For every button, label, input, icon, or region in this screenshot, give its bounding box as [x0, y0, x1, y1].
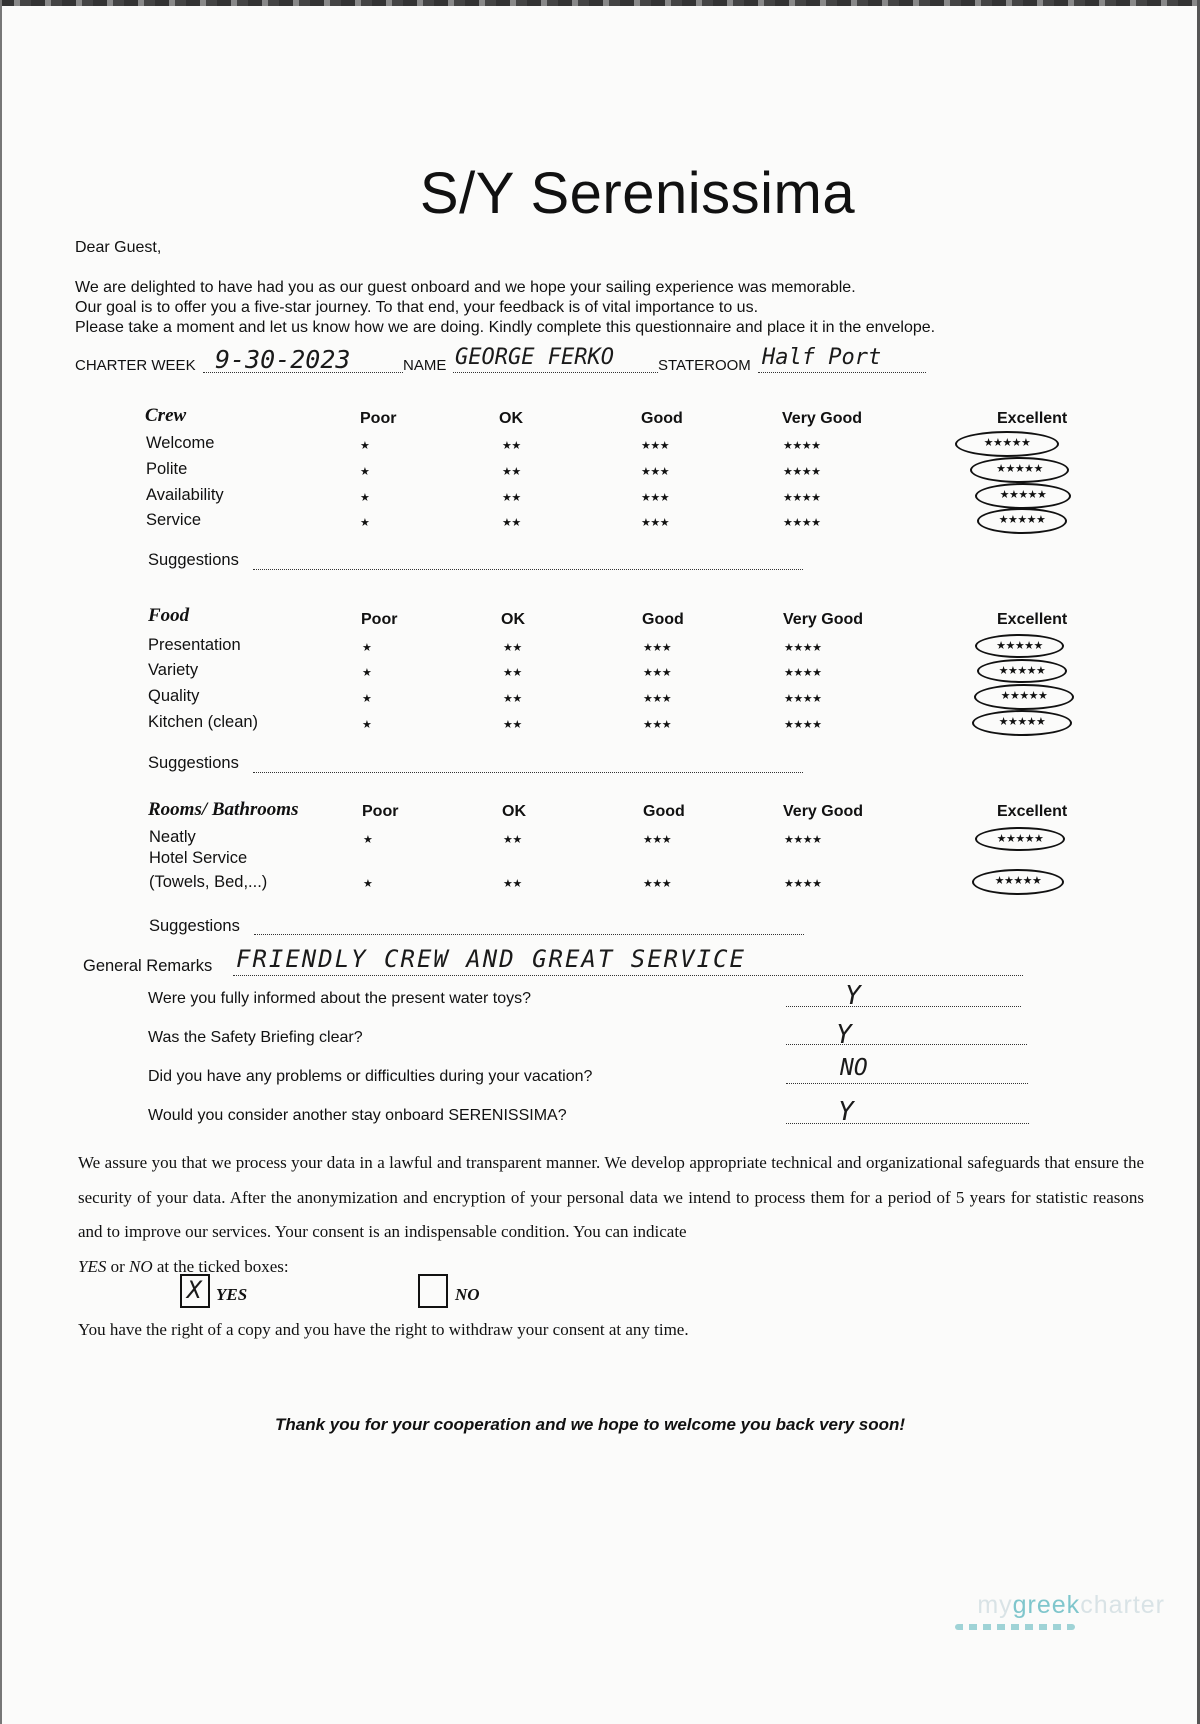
- rooms-hotel-service-poor-stars[interactable]: ★: [363, 878, 373, 890]
- crew-service-excellent-circled[interactable]: ★★★★★: [977, 508, 1067, 534]
- rooms-hotel-service-very-good-stars[interactable]: ★★★★: [784, 878, 822, 890]
- rooms-neatly-very-good-stars[interactable]: ★★★★: [784, 834, 822, 846]
- food-col-good: Good: [642, 611, 684, 628]
- crew-welcome-poor-stars[interactable]: ★: [360, 440, 370, 452]
- crew-suggestions-label: Suggestions: [148, 551, 239, 569]
- answer-line-another-stay: [786, 1123, 1029, 1124]
- watermark-prefix: my: [977, 1591, 1013, 1619]
- food-presentation-ok-stars[interactable]: ★★: [503, 642, 522, 654]
- stateroom-label: STATEROOM: [658, 357, 751, 374]
- food-row-variety: Variety: [148, 661, 199, 679]
- food-presentation-good-stars[interactable]: ★★★: [643, 642, 672, 654]
- answer-another-stay[interactable]: Y: [838, 1097, 854, 1127]
- stateroom-value[interactable]: Half Port: [762, 345, 882, 370]
- crew-polite-ok-stars[interactable]: ★★: [502, 466, 521, 478]
- consent-yes-label: YES: [216, 1285, 248, 1304]
- answer-problems[interactable]: NO: [840, 1055, 868, 1081]
- food-kitchen-very-good-stars[interactable]: ★★★★: [784, 719, 822, 731]
- crew-welcome-very-good-stars[interactable]: ★★★★: [783, 440, 821, 452]
- crew-row-availability: Availability: [146, 486, 224, 504]
- consent-paragraph: [78, 1146, 1144, 1284]
- crew-welcome-good-stars[interactable]: ★★★: [641, 440, 670, 452]
- crew-row-polite: Polite: [146, 460, 188, 478]
- question-another-stay: Would you consider another stay onboard SERENISSIMA?: [148, 1107, 567, 1124]
- food-variety-ok-stars[interactable]: ★★: [503, 667, 522, 679]
- thank-you-message: Thank you for your cooperation and we hope to welcome you back very soon!: [275, 1415, 906, 1434]
- crew-welcome-excellent-circled[interactable]: ★★★★★: [955, 431, 1059, 457]
- food-variety-excellent-circled[interactable]: ★★★★★: [977, 659, 1067, 683]
- crew-col-ok: OK: [499, 410, 523, 427]
- food-variety-poor-stars[interactable]: ★: [362, 667, 372, 679]
- crew-welcome-ok-stars[interactable]: ★★: [502, 440, 521, 452]
- rooms-row-neatly: Neatly: [149, 828, 196, 846]
- food-presentation-poor-stars[interactable]: ★: [362, 642, 372, 654]
- crew-row-welcome: Welcome: [146, 434, 215, 452]
- crew-polite-excellent-circled[interactable]: ★★★★★: [970, 457, 1069, 483]
- answer-line-water-toys: [786, 1006, 1021, 1007]
- rooms-suggestions-line[interactable]: [254, 934, 804, 935]
- consent-tail-rest: at the ticked boxes:: [152, 1256, 289, 1276]
- food-col-very-good: Very Good: [783, 611, 864, 628]
- food-presentation-very-good-stars[interactable]: ★★★★: [784, 642, 822, 654]
- consent-text: We assure you that we process your data in a lawful and transparent manner. We develop appropriate technical and organizational safeguards that ensure the security of your data. After the anonymization and encryption of your personal data we intend to process them for a period of 5 years for statistic reasons and to improve our services. Your consent is an indispensable condition. You can indicate: [78, 1153, 1144, 1241]
- consent-or-word: or: [106, 1256, 130, 1276]
- consent-yes-checkbox[interactable]: [180, 1274, 210, 1308]
- rooms-hotel-service-good-stars[interactable]: ★★★: [643, 878, 672, 890]
- rooms-hotel-service-ok-stars[interactable]: ★★: [503, 878, 522, 890]
- food-col-ok: OK: [501, 611, 525, 628]
- crew-col-poor: Poor: [360, 410, 397, 427]
- name-label: NAME: [403, 357, 447, 374]
- name-line: [453, 372, 658, 373]
- food-col-poor: Poor: [361, 611, 398, 628]
- food-kitchen-good-stars[interactable]: ★★★: [643, 719, 672, 731]
- crew-availability-very-good-stars[interactable]: ★★★★: [783, 492, 821, 504]
- crew-availability-poor-stars[interactable]: ★: [360, 492, 370, 504]
- charter-week-label: CHARTER WEEK: [75, 357, 196, 374]
- crew-row-service: Service: [146, 511, 202, 529]
- food-row-quality: Quality: [148, 687, 200, 705]
- food-variety-good-stars[interactable]: ★★★: [643, 667, 672, 679]
- crew-service-very-good-stars[interactable]: ★★★★: [783, 517, 821, 529]
- food-heading: Food: [148, 605, 190, 626]
- consent-no-word: NO: [129, 1256, 153, 1276]
- crew-service-ok-stars[interactable]: ★★: [502, 517, 521, 529]
- crew-suggestions-line[interactable]: [253, 569, 803, 570]
- consent-yes-word: YES: [78, 1256, 107, 1276]
- food-quality-poor-stars[interactable]: ★: [362, 693, 372, 705]
- general-remarks-value[interactable]: FRIENDLY CREW AND GREAT SERVICE: [236, 945, 746, 973]
- charter-week-value[interactable]: 9-30-2023: [215, 345, 351, 374]
- food-quality-excellent-circled[interactable]: ★★★★★: [974, 684, 1074, 710]
- watermark-logo: [977, 1591, 1165, 1620]
- answer-line-problems: [786, 1083, 1028, 1084]
- food-kitchen-ok-stars[interactable]: ★★: [503, 719, 522, 731]
- crew-service-good-stars[interactable]: ★★★: [641, 517, 670, 529]
- food-quality-ok-stars[interactable]: ★★: [503, 693, 522, 705]
- watermark-brand: greek: [1012, 1591, 1081, 1619]
- rooms-col-excellent: Excellent: [997, 803, 1068, 820]
- withdraw-notice: You have the right of a copy and you have the right to withdraw your consent at any time.: [78, 1320, 689, 1339]
- crew-polite-poor-stars[interactable]: ★: [360, 466, 370, 478]
- question-water-toys: Were you fully informed about the present water toys?: [148, 990, 532, 1007]
- crew-availability-ok-stars[interactable]: ★★: [502, 492, 521, 504]
- rooms-neatly-excellent-circled[interactable]: ★★★★★: [975, 827, 1065, 851]
- rooms-col-ok: OK: [502, 803, 526, 820]
- crew-col-excellent: Excellent: [997, 410, 1068, 427]
- watermark-suffix: charter: [1080, 1591, 1165, 1619]
- food-kitchen-excellent-circled[interactable]: ★★★★★: [972, 710, 1072, 736]
- rooms-neatly-good-stars[interactable]: ★★★: [643, 834, 672, 846]
- general-remarks-label: General Remarks: [83, 957, 213, 975]
- crew-availability-good-stars[interactable]: ★★★: [641, 492, 670, 504]
- intro-line-3: Please take a moment and let us know how we are doing. Kindly complete this questionnaire and place it in the envelope.: [75, 319, 936, 336]
- consent-no-checkbox[interactable]: [418, 1274, 448, 1308]
- rooms-neatly-poor-stars[interactable]: ★: [363, 834, 373, 846]
- rooms-hotel-service-excellent-circled[interactable]: ★★★★★: [972, 869, 1064, 895]
- food-row-kitchen: Kitchen (clean): [148, 713, 259, 731]
- intro-line-1: We are delighted to have had you as our guest onboard and we hope your sailing experience was memorable.: [75, 279, 856, 296]
- rooms-row-hotel-service: Hotel Service: [149, 849, 248, 867]
- crew-polite-good-stars[interactable]: ★★★: [641, 466, 670, 478]
- intro-line-2: Our goal is to offer you a five-star journey. To that end, your feedback is of vital importance to us.: [75, 299, 759, 316]
- rooms-col-very-good: Very Good: [783, 803, 864, 820]
- rooms-suggestions-label: Suggestions: [149, 917, 240, 935]
- crew-col-very-good: Very Good: [782, 410, 863, 427]
- page-title: S/Y Serenissima: [419, 161, 856, 226]
- rooms-col-poor: Poor: [362, 803, 399, 820]
- name-value[interactable]: GEORGE FERKO: [455, 345, 614, 370]
- stateroom-line: [758, 372, 926, 373]
- crew-heading: Crew: [145, 405, 187, 426]
- food-col-excellent: Excellent: [997, 611, 1068, 628]
- answer-water-toys[interactable]: Y: [845, 981, 861, 1011]
- rooms-heading: Rooms/ Bathrooms: [148, 799, 299, 820]
- question-problems: Did you have any problems or difficulties during your vacation?: [148, 1068, 593, 1085]
- crew-col-good: Good: [641, 410, 683, 427]
- crew-polite-very-good-stars[interactable]: ★★★★: [783, 466, 821, 478]
- crew-availability-excellent-circled[interactable]: ★★★★★: [975, 483, 1071, 509]
- rooms-row-towels-bed: (Towels, Bed,...): [149, 873, 268, 891]
- consent-no-label: NO: [455, 1285, 480, 1304]
- page-scan-edge-left: [0, 0, 2, 1724]
- page-scan-edge-top: [0, 0, 1200, 6]
- food-quality-good-stars[interactable]: ★★★: [643, 693, 672, 705]
- food-quality-very-good-stars[interactable]: ★★★★: [784, 693, 822, 705]
- answer-safety-briefing[interactable]: Y: [836, 1020, 852, 1050]
- food-row-presentation: Presentation: [148, 636, 241, 654]
- watermark-wave-icon: [955, 1624, 1075, 1630]
- greeting: Dear Guest,: [75, 239, 162, 256]
- food-variety-very-good-stars[interactable]: ★★★★: [784, 667, 822, 679]
- consent-yes-check-mark: X: [187, 1276, 202, 1304]
- rooms-neatly-ok-stars[interactable]: ★★: [503, 834, 522, 846]
- food-kitchen-poor-stars[interactable]: ★: [362, 719, 372, 731]
- crew-service-poor-stars[interactable]: ★: [360, 517, 370, 529]
- question-safety-briefing: Was the Safety Briefing clear?: [148, 1029, 363, 1046]
- food-presentation-excellent-circled[interactable]: ★★★★★: [975, 634, 1064, 658]
- rooms-col-good: Good: [643, 803, 685, 820]
- general-remarks-line: [233, 975, 1023, 976]
- food-suggestions-label: Suggestions: [148, 754, 239, 772]
- food-suggestions-line[interactable]: [253, 772, 803, 773]
- answer-line-safety-briefing: [786, 1044, 1027, 1045]
